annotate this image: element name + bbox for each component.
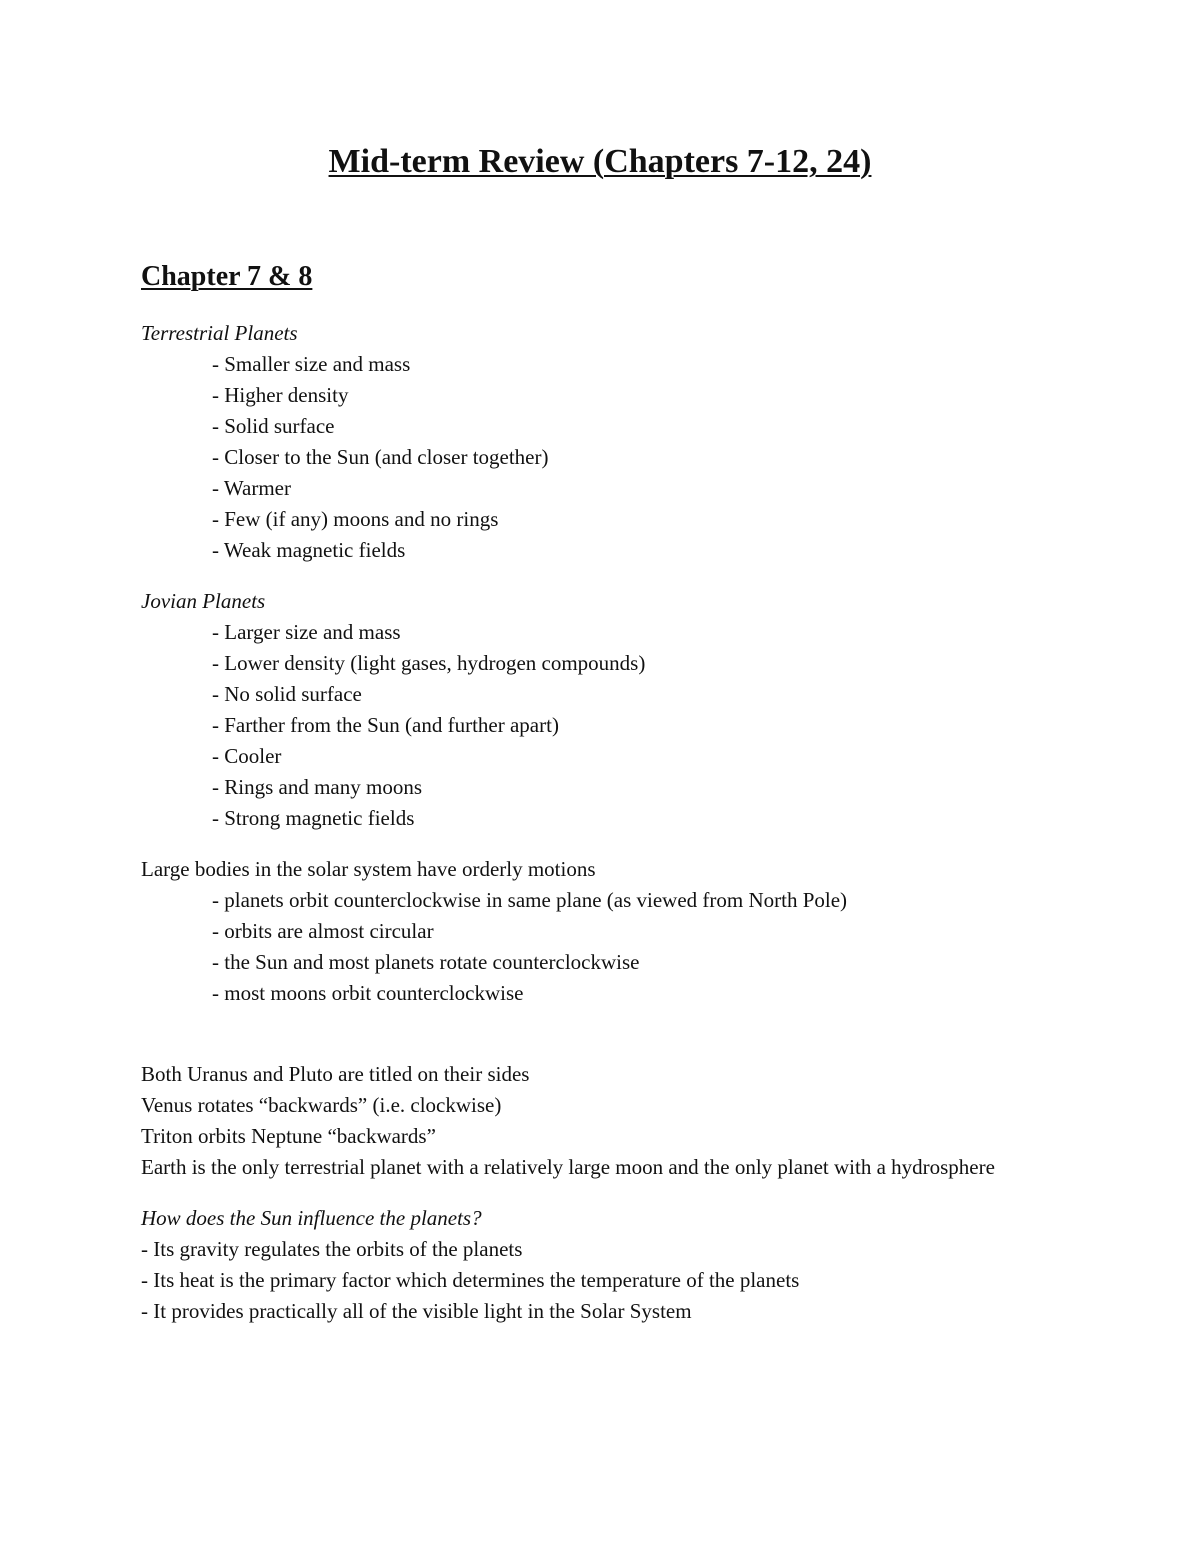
list-item: - Its heat is the primary factor which determines the temperature of the planets <box>141 1268 800 1292</box>
list-item: - Larger size and mass <box>212 620 401 644</box>
list-item: - most moons orbit counterclockwise <box>212 981 524 1005</box>
spacer <box>141 834 1041 854</box>
list-item: - No solid surface <box>212 682 362 706</box>
list-item: - orbits are almost circular <box>212 919 434 943</box>
list-item: - Cooler <box>212 744 282 768</box>
exception-line: Triton orbits Neptune “backwards” <box>141 1124 436 1148</box>
list-item: - Its gravity regulates the orbits of the planets <box>141 1237 523 1261</box>
list-item: - Farther from the Sun (and further apart) <box>212 713 559 737</box>
document-body <box>141 256 1041 1327</box>
sun-influence-section <box>141 1203 1041 1327</box>
exception-line: Venus rotates “backwards” (i.e. clockwise) <box>141 1093 502 1117</box>
exceptions-section <box>141 1059 1041 1183</box>
exception-line: Earth is the only terrestrial planet with a relatively large moon and the only planet with a hydrosphere <box>141 1155 995 1179</box>
sun-influence-list <box>141 1234 1041 1327</box>
list-item: - planets orbit counterclockwise in same plane (as viewed from North Pole) <box>212 888 848 912</box>
spacer <box>141 566 1041 586</box>
list-item: - Weak magnetic fields <box>212 538 406 562</box>
chapter-heading-text: Chapter 7 & 8 <box>141 261 313 292</box>
spacer <box>141 1183 1041 1203</box>
orderly-motions-section <box>141 854 1041 1009</box>
orderly-motions-list <box>141 885 1041 1009</box>
orderly-motions-heading: Large bodies in the solar system have orderly motions <box>141 857 596 881</box>
chapter-heading <box>141 256 1041 298</box>
jovian-list <box>141 617 1041 834</box>
list-item: - Few (if any) moons and no rings <box>212 507 499 531</box>
list-item: - It provides practically all of the visible light in the Solar System <box>141 1299 692 1323</box>
jovian-heading: Jovian Planets <box>141 589 266 613</box>
list-item: - Strong magnetic fields <box>212 806 415 830</box>
spacer <box>141 1009 1041 1059</box>
list-item: - Solid surface <box>212 414 335 438</box>
list-item: - Closer to the Sun (and closer together) <box>212 445 549 469</box>
list-item: - Smaller size and mass <box>212 352 411 376</box>
list-item: - Higher density <box>212 383 349 407</box>
sun-influence-heading: How does the Sun influence the planets? <box>141 1206 482 1230</box>
jovian-section <box>141 586 1041 834</box>
document-title <box>0 138 1200 186</box>
terrestrial-section <box>141 318 1041 566</box>
document-title-text: Mid-term Review (Chapters 7-12, 24) <box>328 143 872 180</box>
list-item: - the Sun and most planets rotate counterclockwise <box>212 950 640 974</box>
list-item: - Rings and many moons <box>212 775 422 799</box>
list-item: - Warmer <box>212 476 291 500</box>
terrestrial-list <box>141 349 1041 566</box>
terrestrial-heading: Terrestrial Planets <box>141 321 298 345</box>
list-item: - Lower density (light gases, hydrogen compounds) <box>212 651 646 675</box>
exception-line: Both Uranus and Pluto are titled on their sides <box>141 1062 530 1086</box>
